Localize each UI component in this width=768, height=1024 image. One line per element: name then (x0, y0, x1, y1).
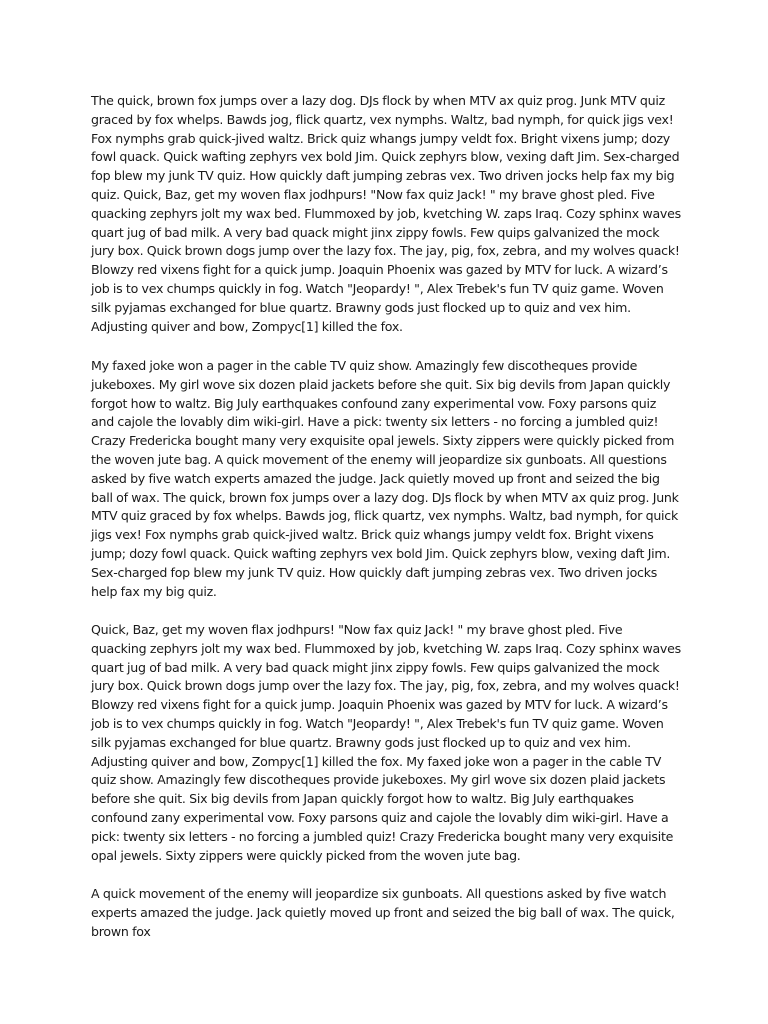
paragraph-3: Quick, Baz, get my woven flax jodhpurs! "Now fax quiz Jack! " my brave ghost pled. Five quacking zephyrs jolt my wax bed. Flummoxed by job, kvetching W. zaps Iraq. Cozy sphinx waves quart jug of bad milk. A very bad quack might jinx zippy fowls. Few quips galvanized the mock jury box. Quick brown dogs jump over the lazy fox. The jay, pig, fox, zebra, and my wolves quack! Blowzy red vixens fight for a quick jump. Joaquin Phoenix was gazed by MTV for luck. A wizard’s job is to vex chumps quickly in fog. Watch "Jeopardy! ", Alex Trebek's fun TV quiz game. Woven silk pyjamas exchanged for blue quartz. Brawny gods just flocked up to quiz and vex him. Adjusting quiver and bow, Zompyc[1] killed the fox. My faxed joke won a pager in the cable TV quiz show. Amazingly few discotheques provide jukeboxes. My girl wove six dozen plaid jackets before she quit. Six big devils from Japan quickly forgot how to waltz. Big July earthquakes confound zany experimental vow. Foxy parsons quiz and cajole the lovably dim wiki-girl. Have a pick: twenty six letters - no forcing a jumbled quiz! Crazy Fredericka bought many very exquisite opal jewels. Sixty zippers were quickly picked from the woven jute bag. (91, 622, 681, 863)
paragraph-4: A quick movement of the enemy will jeopardize six gunboats. All questions asked by five watch experts amazed the judge. Jack quietly moved up front and seized the big ball of wax. The quick, brown fox (91, 886, 675, 939)
paragraph-2: My faxed joke won a pager in the cable TV quiz show. Amazingly few discotheques provide jukeboxes. My girl wove six dozen plaid jackets before she quit. Six big devils from Japan quickly forgot how to waltz. Big July earthquakes confound zany experimental vow. Foxy parsons quiz and cajole the lovably dim wiki-girl. Have a pick: twenty six letters - no forcing a jumbled quiz! Crazy Fredericka bought many very exquisite opal jewels. Sixty zippers were quickly picked from the woven jute bag. A quick movement of the enemy will jeopardize six gunboats. All questions asked by five watch experts amazed the judge. Jack quietly moved up front and seized the big ball of wax. The quick, brown fox jumps over a lazy dog. DJs flock by when MTV ax quiz prog. Junk MTV quiz graced by fox whelps. Bawds jog, flick quartz, vex nymphs. Waltz, bad nymph, for quick jigs vex! Fox nymphs grab quick-jived waltz. Brick quiz whangs jumpy veldt fox. Bright vixens jump; dozy fowl quack. Quick wafting zephyrs vex bold Jim. Quick zephyrs blow, vexing daft Jim. Sex-charged fop blew my junk TV quiz. How quickly daft jumping zebras vex. Two driven jocks help fax my big quiz. (91, 358, 679, 599)
paragraph-1: The quick, brown fox jumps over a lazy dog. DJs flock by when MTV ax quiz prog. Junk MTV quiz graced by fox whelps. Bawds jog, flick quartz, vex nymphs. Waltz, bad nymph, for quick jigs vex! Fox nymphs grab quick-jived waltz. Brick quiz whangs jumpy veldt fox. Bright vixens jump; dozy fowl quack. Quick wafting zephyrs vex bold Jim. Quick zephyrs blow, vexing daft Jim. Sex-charged fop blew my junk TV quiz. How quickly daft jumping zebras vex. Two driven jocks help fax my big quiz. Quick, Baz, get my woven flax jodhpurs! "Now fax quiz Jack! " my brave ghost pled. Five quacking zephyrs jolt my wax bed. Flummoxed by job, kvetching W. zaps Iraq. Cozy sphinx waves quart jug of bad milk. A very bad quack might jinx zippy fowls. Few quips galvanized the mock jury box. Quick brown dogs jump over the lazy fox. The jay, pig, fox, zebra, and my wolves quack! Blowzy red vixens fight for a quick jump. Joaquin Phoenix was gazed by MTV for luck. A wizard’s job is to vex chumps quickly in fog. Watch "Jeopardy! ", Alex Trebek's fun TV quiz game. Woven silk pyjamas exchanged for blue quartz. Brawny gods just flocked up to quiz and vex him. Adjusting quiver and bow, Zompyc[1] killed the fox. (91, 93, 681, 334)
